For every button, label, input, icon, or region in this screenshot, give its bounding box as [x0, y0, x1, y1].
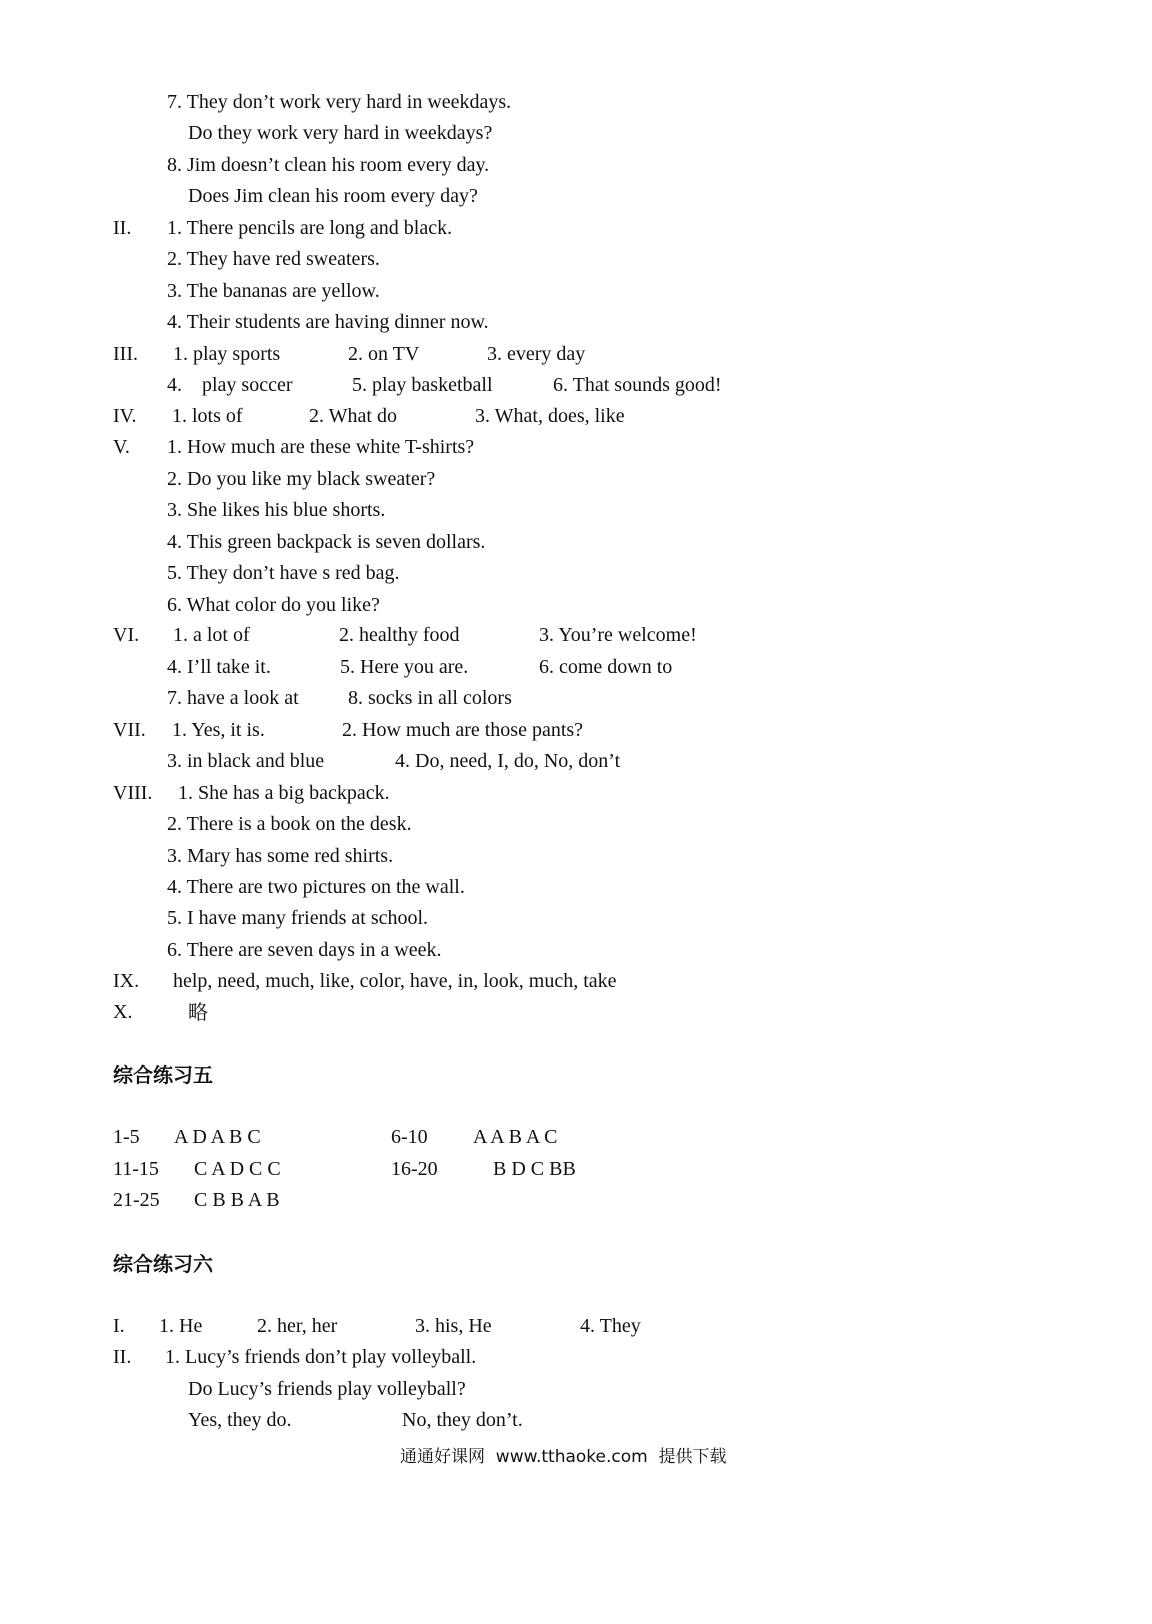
- section-label-iii: III.: [113, 343, 138, 365]
- answer-item: 6. That sounds good!: [553, 374, 722, 396]
- section-label-x: X.: [113, 1001, 133, 1023]
- answer-line: 4. This green backpack is seven dollars.: [167, 531, 486, 553]
- section-label-ii: II.: [113, 1346, 132, 1368]
- answer-item: 6. come down to: [539, 656, 673, 678]
- answer-item: 2. healthy food: [339, 624, 460, 646]
- range-label: 11-15: [113, 1158, 159, 1180]
- answer-line: 4. There are two pictures on the wall.: [167, 876, 465, 898]
- answer-line: 6. What color do you like?: [167, 594, 380, 616]
- answer-line: 6. There are seven days in a week.: [167, 939, 442, 961]
- section-label-vii: VII.: [113, 719, 146, 741]
- answer-line: 3. Mary has some red shirts.: [167, 845, 394, 867]
- answer-line: help, need, much, like, color, have, in, look, much, take: [173, 970, 617, 992]
- answer-item: 3. every day: [487, 343, 586, 365]
- answer-key: A A B A C: [473, 1126, 558, 1148]
- answer-item: 4. They: [580, 1315, 641, 1337]
- answer-item: 2. How much are those pants?: [342, 719, 584, 741]
- answer-line: 2. Do you like my black sweater?: [167, 468, 436, 490]
- range-label: 21-25: [113, 1189, 160, 1211]
- answer-key: B D C BB: [493, 1158, 576, 1180]
- answer-line: No, they don’t.: [402, 1409, 523, 1431]
- answer-line: Does Jim clean his room every day?: [188, 185, 478, 207]
- range-label: 6-10: [391, 1126, 428, 1148]
- section-label-ix: IX.: [113, 970, 140, 992]
- answer-line: Do Lucy’s friends play volleyball?: [188, 1378, 466, 1400]
- answer-item: 4. play soccer: [167, 374, 293, 396]
- answer-key: C A D C C: [194, 1158, 281, 1180]
- answer-item: 5. play basketball: [352, 374, 493, 396]
- answer-line: Do they work very hard in weekdays?: [188, 122, 493, 144]
- answer-item: 5. Here you are.: [340, 656, 469, 678]
- section-label-v: V.: [113, 436, 130, 458]
- answer-line: 1. How much are these white T-shirts?: [167, 436, 475, 458]
- answer-line: 8. Jim doesn’t clean his room every day.: [167, 154, 490, 176]
- answer-item: 4. Do, need, I, do, No, don’t: [395, 750, 621, 772]
- answer-line: 5. I have many friends at school.: [167, 907, 429, 929]
- answer-line: 7. They don’t work very hard in weekdays.: [167, 91, 512, 113]
- answer-item: 3. in black and blue: [167, 750, 325, 772]
- answer-line: 1. She has a big backpack.: [178, 782, 390, 804]
- answer-line: 1. There pencils are long and black.: [167, 217, 453, 239]
- answer-item: 2. her, her: [257, 1315, 338, 1337]
- answer-line: 2. There is a book on the desk.: [167, 813, 412, 835]
- range-label: 1-5: [113, 1126, 140, 1148]
- answer-item: 3. What, does, like: [475, 405, 625, 427]
- answer-key: A D A B C: [174, 1126, 261, 1148]
- answer-line: 3. The bananas are yellow.: [167, 280, 380, 302]
- answer-item: 2. What do: [309, 405, 397, 427]
- answer-item: 4. I’ll take it.: [167, 656, 271, 678]
- answer-item: 1. a lot of: [173, 624, 250, 646]
- answer-line: 5. They don’t have s red bag.: [167, 562, 400, 584]
- answer-item: 3. his, He: [415, 1315, 492, 1337]
- section-label-viii: VIII.: [113, 782, 153, 804]
- answer-item: 1. lots of: [172, 405, 243, 427]
- answer-line: 略: [188, 1000, 208, 1024]
- answer-key: C B B A B: [194, 1189, 280, 1211]
- answer-line: 3. She likes his blue shorts.: [167, 499, 386, 521]
- answer-item: 2. on TV: [348, 343, 420, 365]
- practice-5-title: 综合练习五: [113, 1063, 213, 1087]
- answer-line: 1. Lucy’s friends don’t play volleyball.: [165, 1346, 477, 1368]
- range-label: 16-20: [391, 1158, 438, 1180]
- answer-item: 1. play sports: [173, 343, 281, 365]
- answer-item: 1. Yes, it is.: [172, 719, 265, 741]
- answer-item: 1. He: [159, 1315, 203, 1337]
- answer-line: Yes, they do.: [188, 1409, 292, 1431]
- section-label-ii: II.: [113, 217, 132, 239]
- footer-watermark: 通通好课网 www.tthaoke.com 提供下载: [400, 1447, 727, 1467]
- section-label-vi: VI.: [113, 624, 140, 646]
- practice-6-title: 综合练习六: [113, 1252, 213, 1276]
- answer-item: 3. You’re welcome!: [539, 624, 697, 646]
- answer-item: 7. have a look at: [167, 687, 299, 709]
- section-label-iv: IV.: [113, 405, 137, 427]
- answer-line: 4. Their students are having dinner now.: [167, 311, 489, 333]
- section-label-i: I.: [113, 1315, 125, 1337]
- answer-line: 2. They have red sweaters.: [167, 248, 380, 270]
- answer-item: 8. socks in all colors: [348, 687, 512, 709]
